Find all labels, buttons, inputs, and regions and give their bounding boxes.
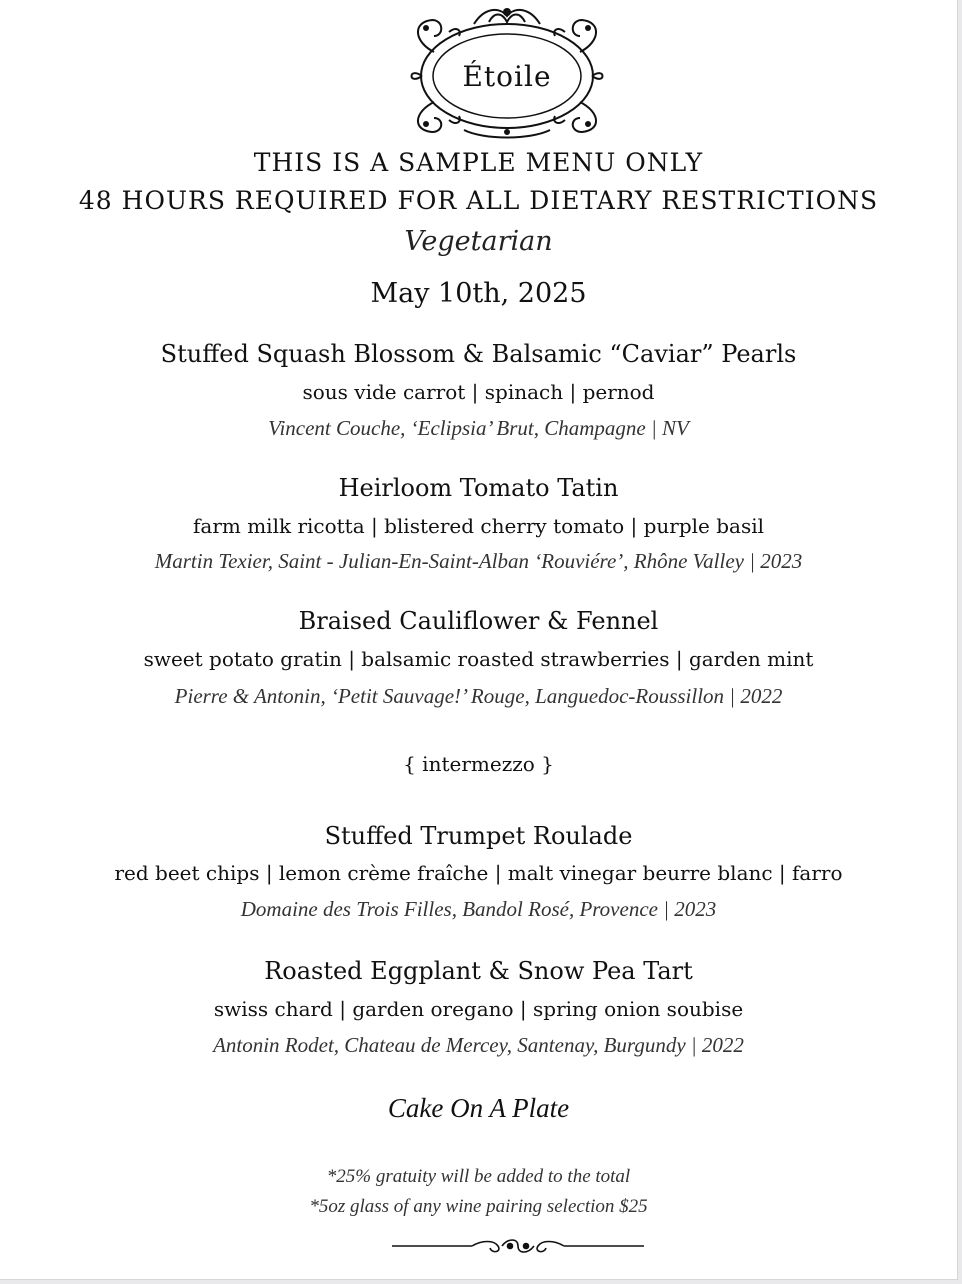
gratuity-note: *25% gratuity will be added to the total <box>326 1166 631 1187</box>
dessert: Cake On A Plate <box>387 1093 570 1123</box>
course-5-wine: Antonin Rodet, Chateau de Mercey, Santenay, Burgundy | 2022 <box>213 1033 744 1057</box>
course-2-wine: Martin Texier, Saint - Julian-En-Saint-Alban ‘Rouviére’, Rhône Valley | 2023 <box>154 549 803 573</box>
course-5-dish: Roasted Eggplant & Snow Pea Tart <box>264 957 693 985</box>
course-5-ingredients: swiss chard | garden oregano | spring onion soubise <box>213 997 744 1021</box>
course-2-dish: Heirloom Tomato Tatin <box>338 474 619 502</box>
course-1-ingredients: sous vide carrot | spinach | pernod <box>302 380 655 404</box>
course-1-wine: Vincent Couche, ‘Eclipsia’ Brut, Champagne | NV <box>268 416 689 440</box>
course-4-dish: Stuffed Trumpet Roulade <box>324 822 633 850</box>
dietary-notice: 48 HOURS REQUIRED FOR ALL DIETARY RESTRICTIONS <box>78 186 879 215</box>
intermezzo: { intermezzo } <box>403 752 554 776</box>
course-3-dish: Braised Cauliflower & Fennel <box>298 607 659 635</box>
logo-text: Étoile <box>462 60 552 93</box>
course-3-ingredients: sweet potato gratin | balsamic roasted strawberries | garden mint <box>143 647 814 671</box>
wine-pairing-note: *5oz glass of any wine pairing selection $25 <box>309 1196 648 1217</box>
sample-menu-notice: THIS IS A SAMPLE MENU ONLY <box>253 148 704 177</box>
flourish-divider-icon <box>390 1234 646 1258</box>
course-4-wine: Domaine des Trois Filles, Bandol Rosé, Provence | 2023 <box>240 897 717 921</box>
course-1-dish: Stuffed Squash Blossom & Balsamic “Caviar” Pearls <box>160 340 797 368</box>
menu-type: Vegetarian <box>404 226 553 257</box>
etoile-logo <box>404 2 610 140</box>
course-4-ingredients: red beet chips | lemon crème fraîche | malt vinegar beurre blanc | farro <box>114 861 843 885</box>
course-2-ingredients: farm milk ricotta | blistered cherry tomato | purple basil <box>193 514 764 538</box>
course-3-wine: Pierre & Antonin, ‘Petit Sauvage!’ Rouge, Languedoc-Roussillon | 2022 <box>174 684 783 708</box>
menu-date: May 10th, 2025 <box>370 278 587 309</box>
